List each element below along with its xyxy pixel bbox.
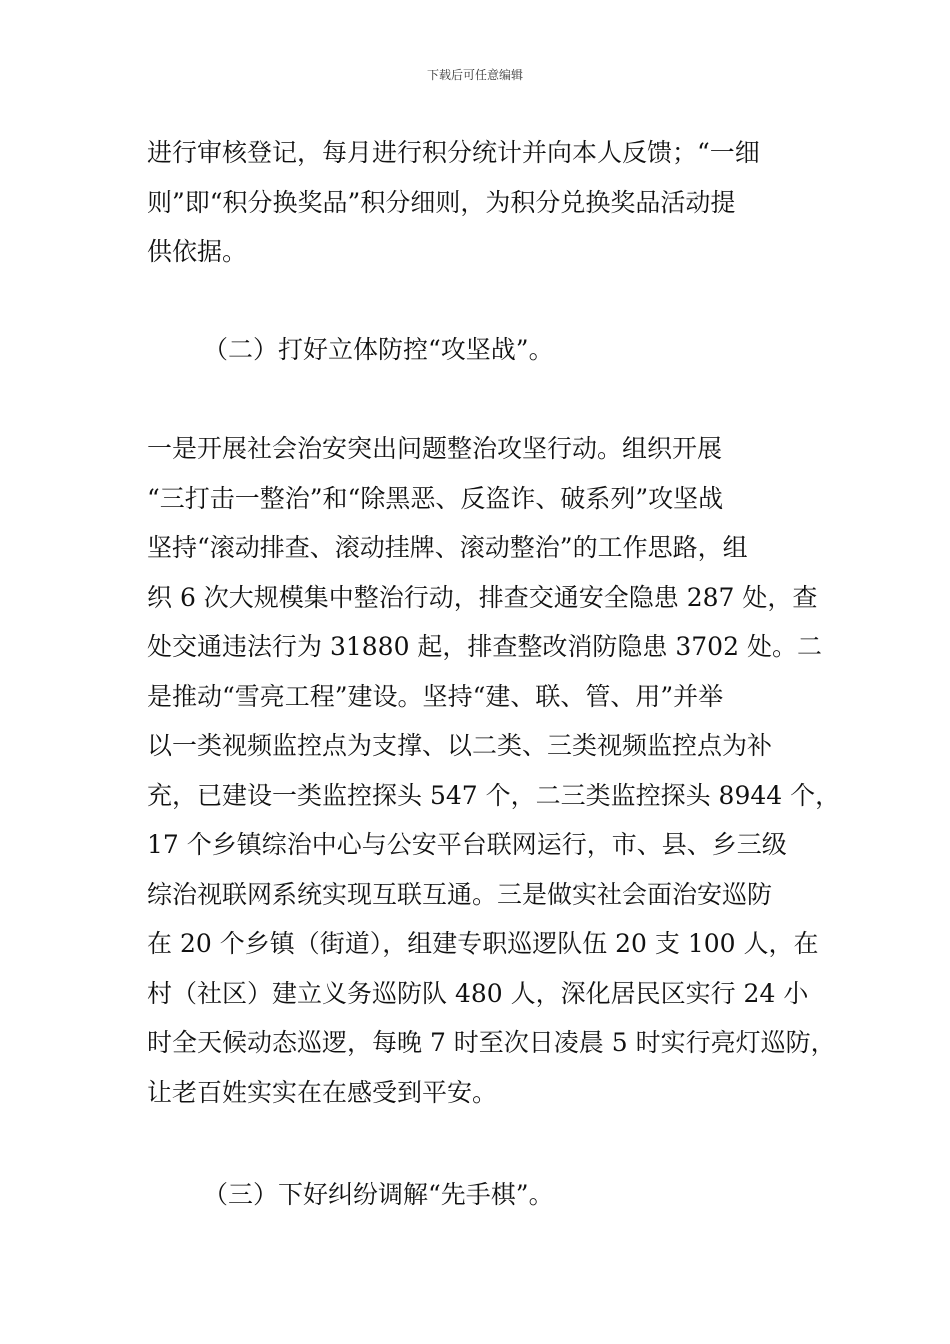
page-header-note: 下载后可任意编辑 xyxy=(426,68,523,82)
paragraph-line: 充，已建设一类监控探头 547 个，二三类监控探头 8944 个， xyxy=(147,780,841,810)
paragraph-line: 坚持“滚动排查、滚动挂牌、滚动整治”的工作思路，组 xyxy=(147,533,748,562)
paragraph-line: 供依据。 xyxy=(147,237,248,266)
heading-text: （三）下好纠纷调解“先手棋”。 xyxy=(203,1180,554,1209)
heading-text: （二）打好立体防控“攻坚战”。 xyxy=(203,335,554,364)
paragraph-line: 让老百姓实实在在感受到平安。 xyxy=(147,1077,498,1107)
section-heading-3 xyxy=(203,1170,703,1220)
paragraph-line: 进行审核登记，每月进行积分统计并向本人反馈；“一细 xyxy=(147,138,760,167)
paragraph-line: 综治视联网系统实现互联互通。三是做实社会面治安巡防 xyxy=(147,879,773,909)
paragraph-line: 则”即“积分换奖品”积分细则，为积分兑换奖品活动提 xyxy=(147,187,736,217)
paragraph-line: 是推动“雪亮工程”建设。坚持“建、联、管、用”并举 xyxy=(147,681,724,711)
paragraph-line: 17 个乡镇综治中心与公安平台联网运行，市、县、乡三级 xyxy=(147,830,787,859)
paragraph-line: 织 6 次大规模集中整治行动，排查交通安全隐患 287 处，查 xyxy=(147,582,818,612)
paragraph-line: 一是开展社会治安突出问题整治攻坚行动。组织开展 xyxy=(147,434,723,463)
paragraph-line: 处交通违法行为 31880 起，排查整改消防隐患 3702 处。二 xyxy=(147,632,822,661)
paragraph-line: “三打击一整治”和“除黑恶、反盗诈、破系列”攻坚战 xyxy=(147,483,724,513)
paragraph-line: 以一类视频监控点为支撑、以二类、三类视频监控点为补 xyxy=(147,731,773,760)
paragraph-line: 在 20 个乡镇（街道），组建专职巡逻队伍 20 支 100 人，在 xyxy=(147,929,819,958)
paragraph-1 xyxy=(147,128,807,277)
paragraph-line: 村（社区）建立义务巡防队 480 人，深化居民区实行 24 小 xyxy=(147,978,809,1008)
section-heading-2 xyxy=(203,325,703,375)
paragraph-2 xyxy=(147,424,841,1117)
paragraph-line: 时全天候动态巡逻，每晚 7 时至次日凌晨 5 时实行亮灯巡防， xyxy=(147,1028,836,1057)
